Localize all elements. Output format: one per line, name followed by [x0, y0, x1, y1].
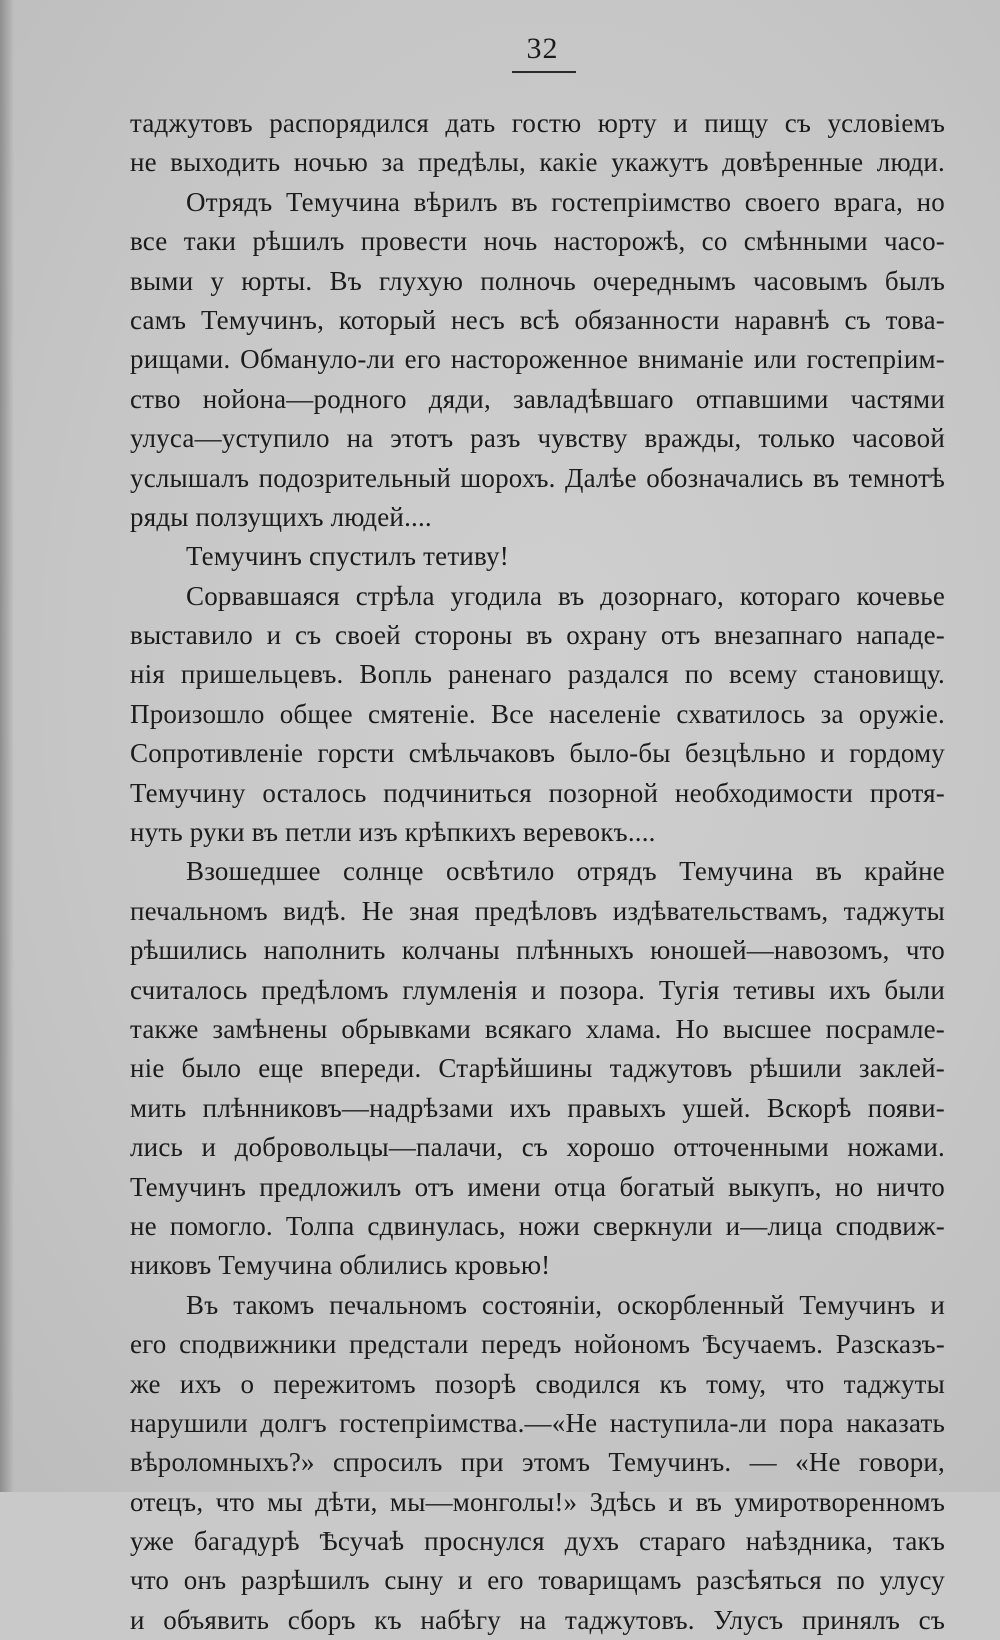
text-line: уже багадурѣ Ѣсучаѣ проснулся духъ стараго наѣздника, такъ — [130, 1526, 945, 1557]
text-line: нуть руки въ петли изъ крѣпкихъ веревокъ.... — [130, 817, 656, 848]
text-line: печальномъ видѣ. Не зная предѣловъ издѣвательствамъ, таджуты — [130, 895, 945, 926]
text-line: улуса—уступило на этотъ разъ чувству вражды, только часовой — [130, 423, 945, 454]
text-line: Темучину осталось подчиниться позорной необходимости протя- — [130, 777, 945, 808]
text-line: нія пришельцевъ. Вопль раненаго раздался по всему становищу. — [130, 659, 945, 690]
text-line: Произошло общее смятеніе. Все населеніе схватилось за оружіе. — [130, 698, 945, 729]
page-text — [130, 104, 945, 1640]
text-line: рѣшились наполнить колчаны плѣнныхъ юношей—навозомъ, что — [130, 935, 945, 966]
text-line: ство нойона—родного дяди, завладѣвшаго отпавшими частями — [130, 383, 945, 414]
text-line: Отрядъ Темучина вѣрилъ въ гостепріимство своего врага, но — [186, 186, 945, 217]
text-line: Сопротивленіе горсти смѣльчаковъ было-бы безцѣльно и гордому — [130, 738, 945, 769]
page-number: 32 — [526, 32, 559, 65]
text-line: не помогло. Толпа сдвинулась, ножи сверкнули и—лица сподвиж- — [130, 1210, 945, 1241]
text-line: Въ такомъ печальномъ состояніи, оскорбленный Темучинъ и — [186, 1289, 945, 1320]
page-number-rule — [512, 71, 576, 73]
text-line: и объявить сборъ къ набѣгу на таджутовъ. Улусъ принялъ съ — [130, 1604, 945, 1635]
text-line: Сорвавшаяся стрѣла угодила въ дозорнаго, котораго кочевье — [186, 580, 945, 611]
text-line: выми у юрты. Въ глухую полночь очереднымъ часовымъ былъ — [130, 265, 945, 296]
text-line: самъ Темучинъ, который несъ всѣ обязанности наравнѣ съ това- — [130, 304, 945, 335]
text-line: все таки рѣшилъ провести ночь насторожѣ, со смѣнными часо- — [130, 226, 945, 257]
text-line: ніе было еще впереди. Старѣйшины таджутовъ рѣшили заклей- — [130, 1053, 945, 1084]
text-line: выставило и съ своей стороны въ охрану отъ внезапнаго нападе- — [130, 620, 945, 651]
text-line: Взошедшее солнце освѣтило отрядъ Темучина въ крайне — [186, 856, 945, 887]
text-line: считалось предѣломъ глумленія и позора. Тугія тетивы ихъ были — [130, 974, 945, 1005]
text-line: таджутовъ распорядился дать гостю юрту и пищу съ условіемъ — [130, 108, 945, 138]
text-line: отецъ, что мы дѣти, мы—монголы!» Здѣсь и въ умиротворенномъ — [130, 1486, 945, 1517]
text-line: мить плѣнниковъ—надрѣзами ихъ правыхъ ушей. Вскорѣ появи- — [130, 1092, 945, 1123]
page-gutter-shadow — [0, 0, 14, 1492]
text-line: что онъ разрѣшилъ сыну и его товарищамъ разсѣяться по улусу — [130, 1565, 945, 1596]
text-line: ряды ползущихъ людей.... — [130, 501, 432, 532]
text-line: рищами. Обмануло-ли его настороженное вниманіе или гостепріим- — [130, 344, 945, 375]
text-line: Темучинъ предложилъ отъ имени отца богатый выкупъ, но ничто — [130, 1171, 945, 1202]
text-line: его сподвижники предстали передъ нойономъ Ѣсучаемъ. Разсказъ- — [130, 1329, 945, 1360]
text-line: не выходить ночью за предѣлы, какіе укажутъ довѣренные люди. — [130, 147, 945, 178]
text-line: же ихъ о пережитомъ позорѣ сводился къ тому, что таджуты — [130, 1368, 945, 1399]
text-line: нарушили долгъ гостепріимства.—«Не наступила-ли пора наказать — [130, 1407, 945, 1438]
text-line: лись и добровольцы—палачи, съ хорошо отточенными ножами. — [130, 1132, 945, 1163]
text-line: Темучинъ спустилъ тетиву! — [186, 541, 509, 572]
text-line: услышалъ подозрительный шорохъ. Далѣе обозначались въ темнотѣ — [130, 462, 945, 493]
text-line: также замѣнены обрывками всякаго хлама. Но высшее посрамле- — [130, 1013, 945, 1044]
text-line: вѣроломныхъ?» спросилъ при этомъ Темучинъ. — «Не говори, — [130, 1447, 945, 1478]
text-line: никовъ Темучина облились кровью! — [130, 1250, 551, 1281]
